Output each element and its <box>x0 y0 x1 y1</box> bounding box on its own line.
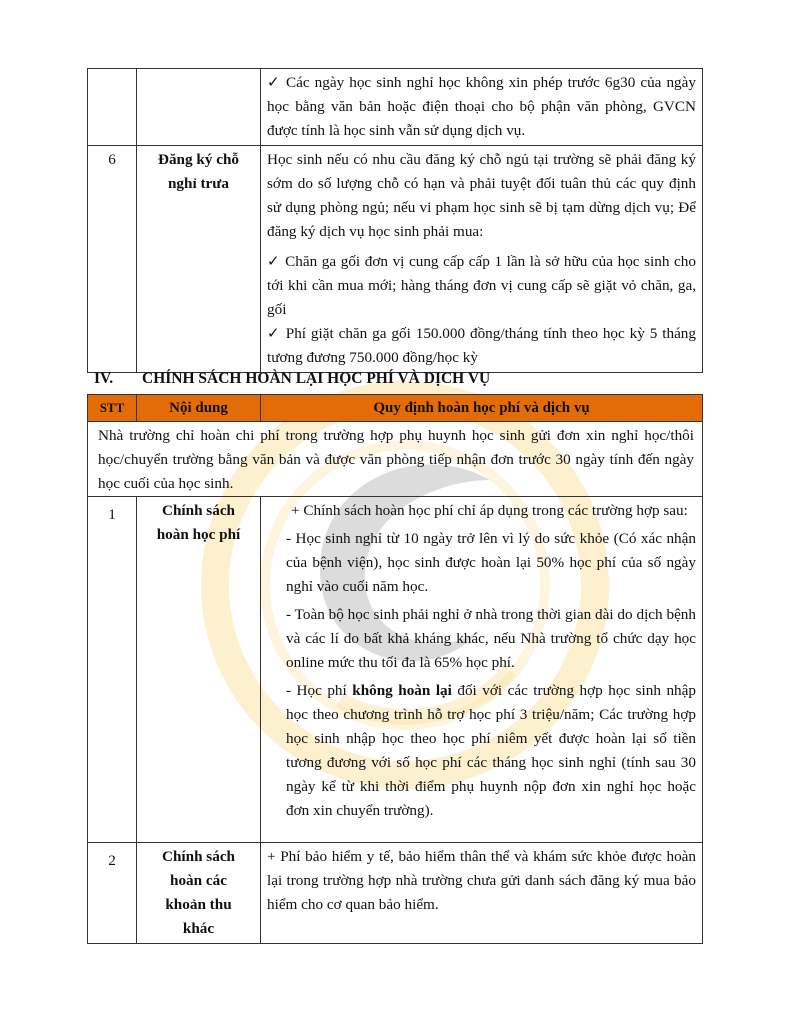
table-row <box>88 69 703 146</box>
row-title: Chính sách hoàn học phí <box>156 502 241 543</box>
policy-item: - Học phí không hoàn lại đối với các trường hợp học sinh nhập học theo chương trình hỗ trợ học phí 3 triệu/năm; Các trường hợp học sinh nhập học theo học phí niêm yết được hoàn lại số tiền tương đương với số học phí các tháng học sinh nghỉ (tính sau 30 ngày kể từ khi thời điểm phụ huynh nộp đơn xin nghỉ học hoặc đơn xin chuyển trường). <box>286 682 696 819</box>
row-number: 1 <box>108 506 116 523</box>
table-row <box>88 843 703 944</box>
section-number: IV. <box>94 370 114 387</box>
column-header: STT <box>99 400 125 415</box>
intro-text: Nhà trường chỉ hoàn chi phí trong trường hợp phụ huynh học sinh gửi đơn xin nghỉ học/thôi học/chuyển trường bằng văn bản và được văn phòng tiếp nhận đơn trước 30 ngày tính đến ngày học cuối của học sinh. <box>98 427 694 492</box>
policy-lead: + Chính sách hoàn học phí chỉ áp dụng trong các trường hợp sau: <box>291 502 688 519</box>
policy-item: - Toàn bộ học sinh phải nghỉ ở nhà trong thời gian dài do dịch bệnh và các lí do bất khả kháng khác, nếu Nhà trường tổ chức dạy học online mức thu tối đa là 65% học phí. <box>286 606 696 671</box>
check-item: ✓ Các ngày học sinh nghỉ học không xin phép trước 6g30 của ngày học bằng văn bản hoặc điện thoại cho bộ phận văn phòng, GVCN được tính là học sinh vẫn sử dụng dịch vụ. <box>267 71 696 143</box>
table-header-row <box>88 395 703 422</box>
emphasis-text: không hoàn lại <box>352 682 452 699</box>
table-row <box>88 146 703 373</box>
policy-item: + Phí bảo hiểm y tế, bảo hiểm thân thể và khám sức khỏe được hoàn lại trong trường hợp nhà trường chưa gửi danh sách đăng ký mua bảo hiểm cho cơ quan bảo hiểm. <box>267 848 696 913</box>
row-title: Đăng ký chỗ nghỉ trưa <box>157 151 240 192</box>
table-row <box>88 497 703 843</box>
row-number: 2 <box>108 852 116 869</box>
section-title: CHÍNH SÁCH HOÀN LẠI HỌC PHÍ VÀ DỊCH VỤ <box>142 370 491 387</box>
row-description: Học sinh nếu có nhu cầu đăng ký chỗ ngủ tại trường sẽ phải đăng ký sớm do số lượng chỗ có hạn và phải tuyệt đối tuân thủ các quy định sử dụng phòng ngủ; nếu vi phạm học sinh sẽ bị tạm dừng dịch vụ; Để đăng ký dịch vụ học sinh phải mua: <box>267 151 696 240</box>
policy-item: - Học sinh nghỉ từ 10 ngày trở lên vì lý do sức khỏe (Có xác nhận của bệnh viện), học sinh được hoàn lại 50% học phí của số ngày nghỉ vào cuối năm học. <box>286 530 696 595</box>
check-item: ✓ Chăn ga gối đơn vị cung cấp cấp 1 lần là sở hữu của học sinh cho tới khi cần mua mới; hàng tháng đơn vị cung cấp sẽ giặt vỏ chăn, ga, gối <box>267 250 696 322</box>
section-heading <box>94 367 490 391</box>
services-table-continued <box>87 68 703 373</box>
table-row <box>88 422 703 497</box>
refund-policy-table <box>87 394 703 944</box>
column-header: Nội dung <box>169 400 228 416</box>
row-title: Chính sách hoàn các khoản thu khác <box>161 848 236 937</box>
row-number: 6 <box>108 151 116 168</box>
check-item: ✓ Phí giặt chăn ga gối 150.000 đồng/tháng tính theo học kỳ 5 tháng tương đương 750.000 đồng/học kỳ <box>267 322 696 370</box>
column-header: Quy định hoàn học phí và dịch vụ <box>373 400 590 416</box>
